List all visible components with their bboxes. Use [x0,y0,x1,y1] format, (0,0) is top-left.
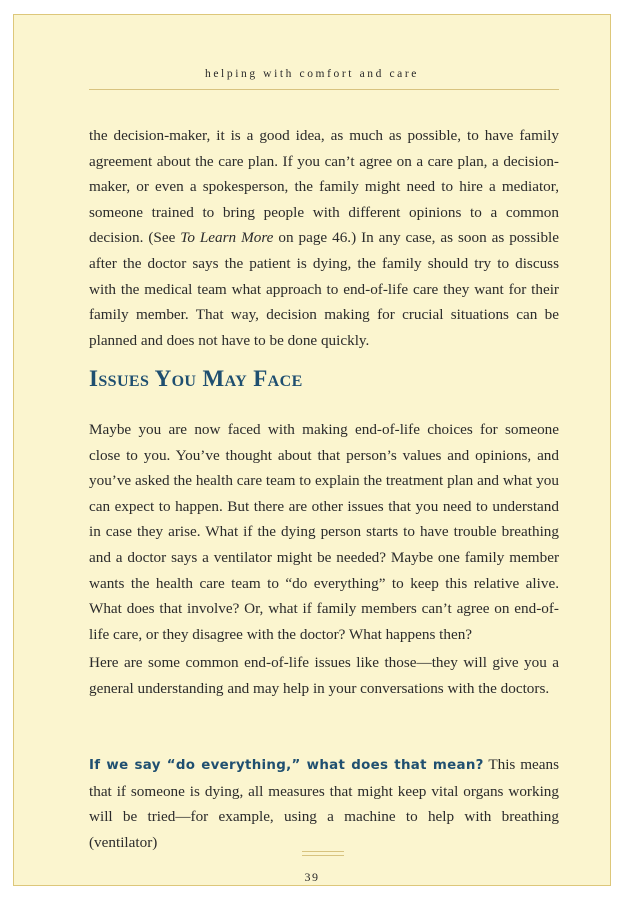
page [13,14,611,886]
paragraph-do-everything [89,752,559,855]
paragraph-text: on page 46.) In any case, as soon as possible after the doctor says the patient is dying, the family should try to discuss with the medical team what approach to end-of-life care they want for their family member. That way, decision making for crucial situations can be planned and does not have to be done quickly. [89,229,559,349]
footer-rule [302,855,344,856]
run-in-question: If we say “do everything,” what does that mean? [89,758,484,773]
paragraph-issues-intro [89,417,559,647]
paragraph-decision-maker [89,123,559,353]
paragraph-text: the decision-maker, it is a good idea, as much as possible, to have family agreement about the care plan. If you can’t agree on a care plan, a decision-maker, or even a spokesperson, the family might need to hire a mediator, someone trained to bring people with different opinions to a common decision. (See [89,127,559,247]
paragraph-text: Here are some common end-of-life issues like those—they will give you a general understanding and may help in your conversations with the doctors. [89,654,559,697]
page-number: 39 [304,870,320,884]
running-head: helping with comfort and care [205,68,419,80]
header-rule [89,89,559,90]
footer-ornament [302,851,344,859]
cross-reference-link[interactable]: To Learn More [180,229,274,247]
footer-rule [302,851,344,852]
paragraph-common-issues [89,650,559,701]
section-heading: Issues You May Face [89,366,303,391]
paragraph-text: Maybe you are now faced with making end-of-life choices for someone close to you. You’ve thought about that person’s values and opinions, and you’ve asked the health care team to explain the treatment plan and what you can expect to happen. But there are other issues that you need to understand in case they arise. What if the dying person starts to have trouble breathing and a doctor says a ventilator might be needed? Maybe one family member wants the health care team to “do everything” to keep this relative alive. What does that involve? Or, what if family members can’t agree on end-of-life care, or they disagree with the doctor? What happens then? [89,421,559,643]
paragraph-text: This means that if someone is dying, all measures that might keep vital organs working will be tried—for example, using a machine to help with breathing (ventilator) [89,756,559,851]
